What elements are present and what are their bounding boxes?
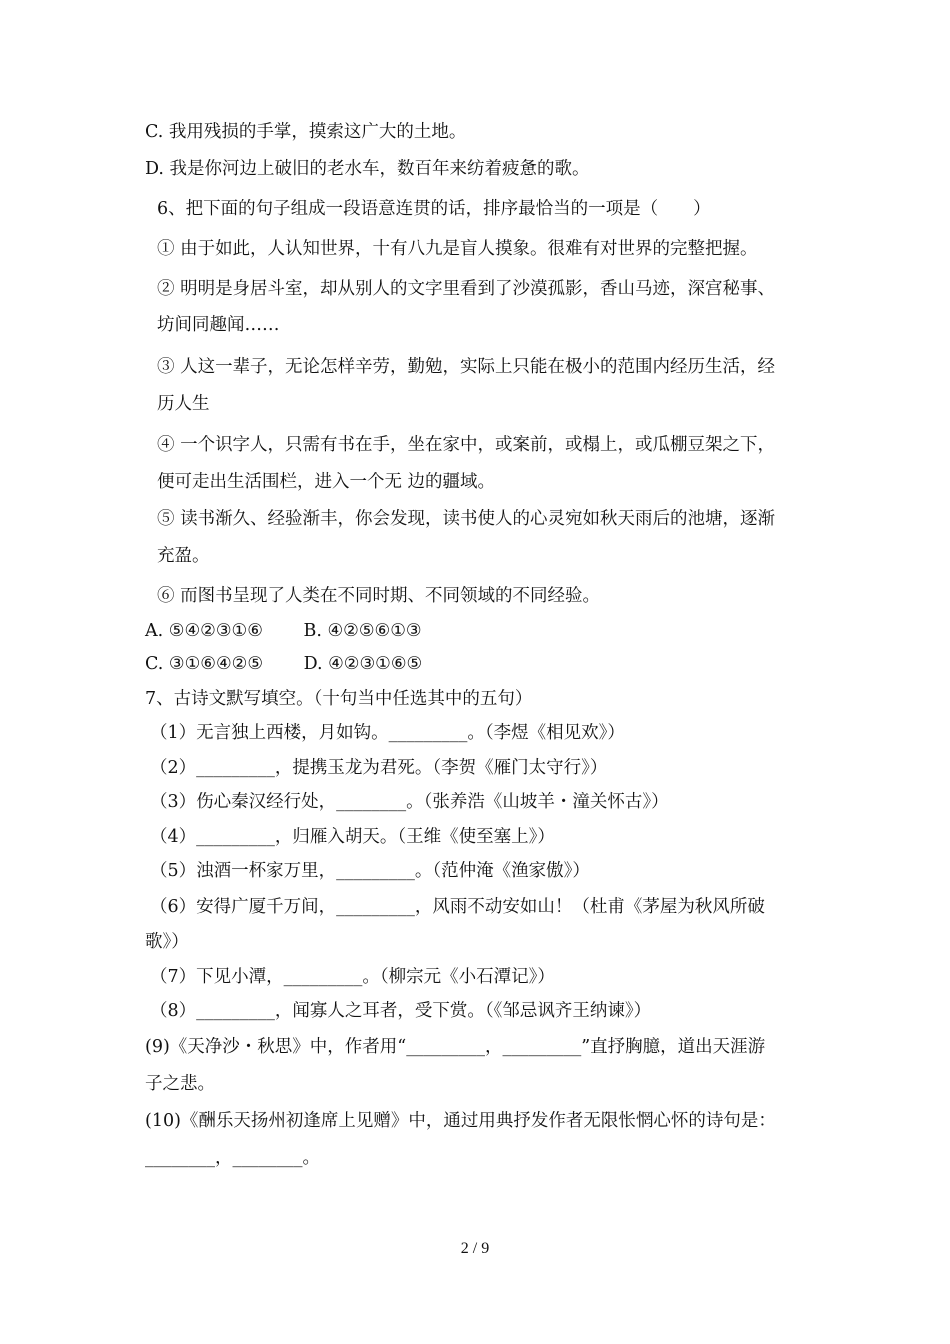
q7-item-9-cont: 子之悲。 (145, 1074, 215, 1094)
q7-item-2: （2）_________，提携玉龙为君死。（李贺《雁门太守行》） (150, 758, 608, 778)
q5-option-c: C. 我用残损的手掌，摸索这广大的土地。 (145, 122, 467, 142)
q7-item-8: （8）_________，闻寡人之耳者，受下赏。（《邹忌讽齐王纳谏》） (150, 1001, 652, 1021)
q7-item-4: （4）_________，归雁入胡天。（王维《使至塞上》） (150, 827, 555, 847)
q5-option-d: D. 我是你河边上破旧的老水车，数百年来纺着疲惫的歌。 (145, 159, 590, 179)
q6-sentence-2: ② 明明是身居斗室，却从别人的文字里看到了沙漠孤影，香山马迹，深宫秘事、 (157, 279, 776, 299)
q6-sentence-5-cont: 充盈。 (157, 546, 210, 566)
q7-item-10: (10)《酬乐天扬州初逢席上见赠》中，通过用典抒发作者无限怅惘心怀的诗句是： (145, 1111, 776, 1131)
q7-item-9: (9)《天净沙・秋思》中，作者用“_________，_________”直抒胸臆，道出天涯游 (145, 1037, 766, 1057)
q6-stem: 6、把下面的句子组成一段语意连贯的话，排序最恰当的一项是（ ） (157, 199, 711, 219)
q7-item-7: （7）下见小潭，_________。（柳宗元《小石潭记》） (150, 967, 555, 987)
q7-item-5: （5）浊酒一杯家万里，_________。（范仲淹《渔家傲》） (150, 861, 590, 881)
q6-sentence-1: ① 由于如此，人认知世界，十有八九是盲人摸象。很难有对世界的完整把握。 (157, 239, 758, 259)
q6-sentence-3-cont: 历人生 (157, 394, 210, 414)
q7-item-1: （1）无言独上西楼，月如钩。_________。（李煜《相见欢》） (150, 723, 625, 743)
q7-stem: 7、古诗文默写填空。（十句当中任选其中的五句） (145, 689, 533, 709)
q7-item-10-cont: ________，________。 (145, 1148, 320, 1168)
q6-sentence-4-cont: 便可走出生活围栏，进入一个无 边的疆域。 (157, 472, 496, 492)
q7-item-6-cont: 歌》） (145, 932, 189, 952)
q6-options-cd: C. ③①⑥④②⑤ D. ④②③①⑥⑤ (145, 654, 423, 674)
q6-sentence-4: ④ 一个识字人，只需有书在手，坐在家中，或案前，或榻上，或瓜棚豆架之下， (157, 435, 776, 455)
q6-sentence-2-cont: 坊间同趣闻…… (157, 315, 280, 335)
q6-sentence-3: ③ 人这一辈子，无论怎样辛劳，勤勉，实际上只能在极小的范围内经历生活，经 (157, 357, 776, 377)
q7-item-3: （3）伤心秦汉经行处，________。（张养浩《山坡羊・潼关怀古》） (150, 792, 669, 812)
q6-options-ab: A. ⑤④②③①⑥ B. ④②⑤⑥①③ (145, 621, 422, 641)
page-number: 2 / 9 (460, 1240, 490, 1257)
q6-sentence-6: ⑥ 而图书呈现了人类在不同时期、不同领域的不同经验。 (157, 586, 601, 606)
q6-sentence-5: ⑤ 读书渐久、经验渐丰，你会发现，读书使人的心灵宛如秋天雨后的池塘，逐渐 (157, 509, 776, 529)
q7-item-6: （6）安得广厦千万间，_________，风雨不动安如山！（杜甫《茅屋为秋风所破 (150, 897, 765, 917)
